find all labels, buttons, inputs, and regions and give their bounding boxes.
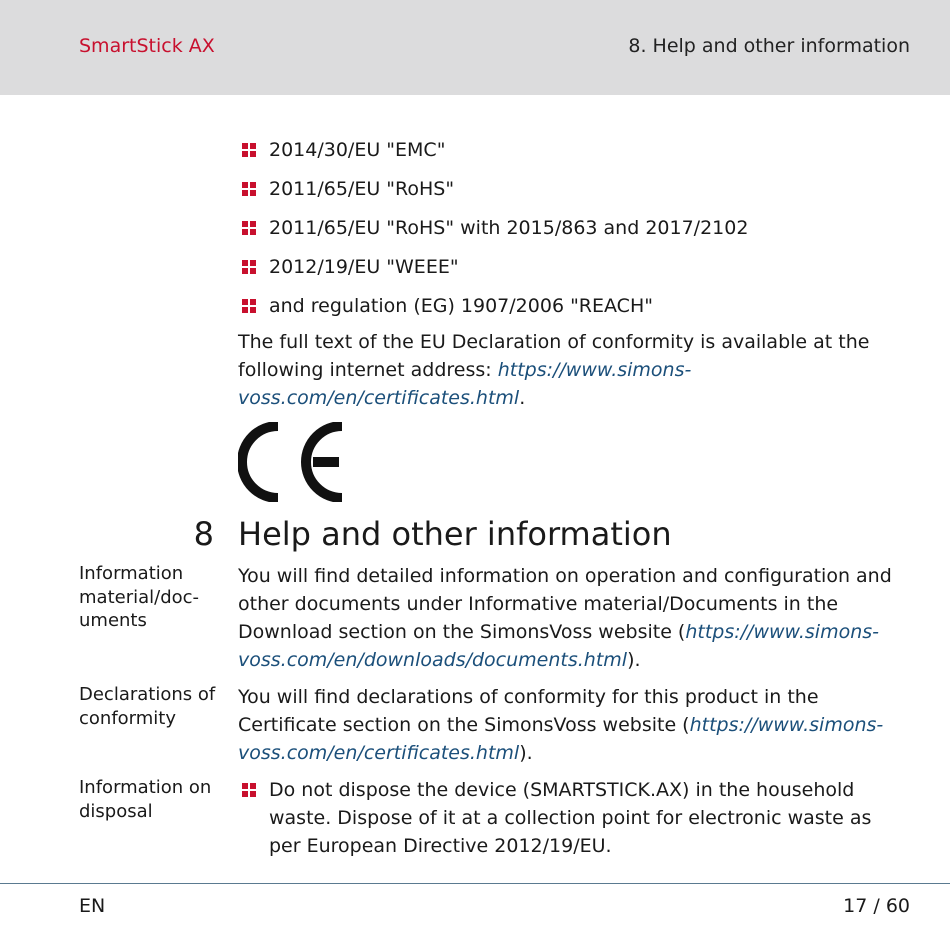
side-label: Declarations of conformity — [79, 684, 216, 729]
footer-divider — [0, 883, 950, 884]
conformity-text: You will find declarations of conformity for this product in the Certificate section on the SimonsVoss website ( — [238, 686, 819, 736]
conformity-paragraph — [238, 683, 903, 767]
bullet-square-icon — [242, 182, 256, 196]
side-label: Information on disposal — [79, 777, 212, 822]
list-item — [238, 214, 903, 242]
list-item — [238, 136, 903, 164]
page-header — [0, 0, 950, 95]
list-item — [238, 292, 903, 320]
conformity-end: ). — [519, 742, 533, 764]
directive-text: 2011/65/EU "RoHS" — [269, 178, 455, 200]
ce-mark-icon — [238, 422, 346, 502]
directive-text: 2014/30/EU "EMC" — [269, 139, 446, 161]
chapter-title: 8. Help and other information — [628, 35, 910, 57]
disposal-block — [238, 776, 903, 860]
footer-page-number: 17 / 60 — [843, 895, 910, 917]
section-number: 8 — [193, 515, 214, 553]
info-material-end: ). — [627, 649, 641, 671]
bullet-square-icon — [242, 143, 256, 157]
info-material-paragraph — [238, 562, 903, 674]
directive-text: 2012/19/EU "WEEE" — [269, 256, 459, 278]
declaration-text: The full text of the EU Declaration of conformity is available at the following internet address: — [238, 331, 870, 381]
brand-title: SmartStick AX — [79, 35, 215, 57]
list-item — [238, 776, 903, 860]
list-item — [238, 253, 903, 281]
disposal-list — [238, 776, 903, 860]
directives-block — [238, 136, 903, 412]
footer-language: EN — [79, 895, 106, 917]
bullet-square-icon — [242, 783, 256, 797]
bullet-square-icon — [242, 221, 256, 235]
declaration-end: . — [519, 387, 526, 409]
declaration-paragraph — [238, 328, 903, 412]
conformity-link[interactable]: https://www.simons-voss.com/en/certificates.html — [238, 714, 884, 764]
list-item — [238, 175, 903, 203]
bullet-square-icon — [242, 260, 256, 274]
bullet-square-icon — [242, 299, 256, 313]
info-material-text: You will find detailed information on operation and configuration and other documents under Informative material/Documents in the Download section on the SimonsVoss website ( — [238, 565, 892, 643]
documents-link[interactable]: https://www.simons-voss.com/en/downloads/documents.html — [238, 621, 879, 671]
section-title: Help and other information — [238, 515, 672, 553]
certificates-link[interactable]: https://www.simons-voss.com/en/certificates.html — [238, 359, 692, 409]
disposal-text: Do not dispose the device (SMARTSTICK.AX) in the household waste. Dispose of it at a collection point for electronic waste as per European Directive 2012/19/EU. — [269, 779, 872, 857]
directives-list — [238, 136, 903, 320]
side-label: Information material/doc- uments — [79, 563, 200, 631]
directive-text: and regulation (EG) 1907/2006 "REACH" — [269, 295, 653, 317]
directive-text: 2011/65/EU "RoHS" with 2015/863 and 2017/2102 — [269, 217, 749, 239]
